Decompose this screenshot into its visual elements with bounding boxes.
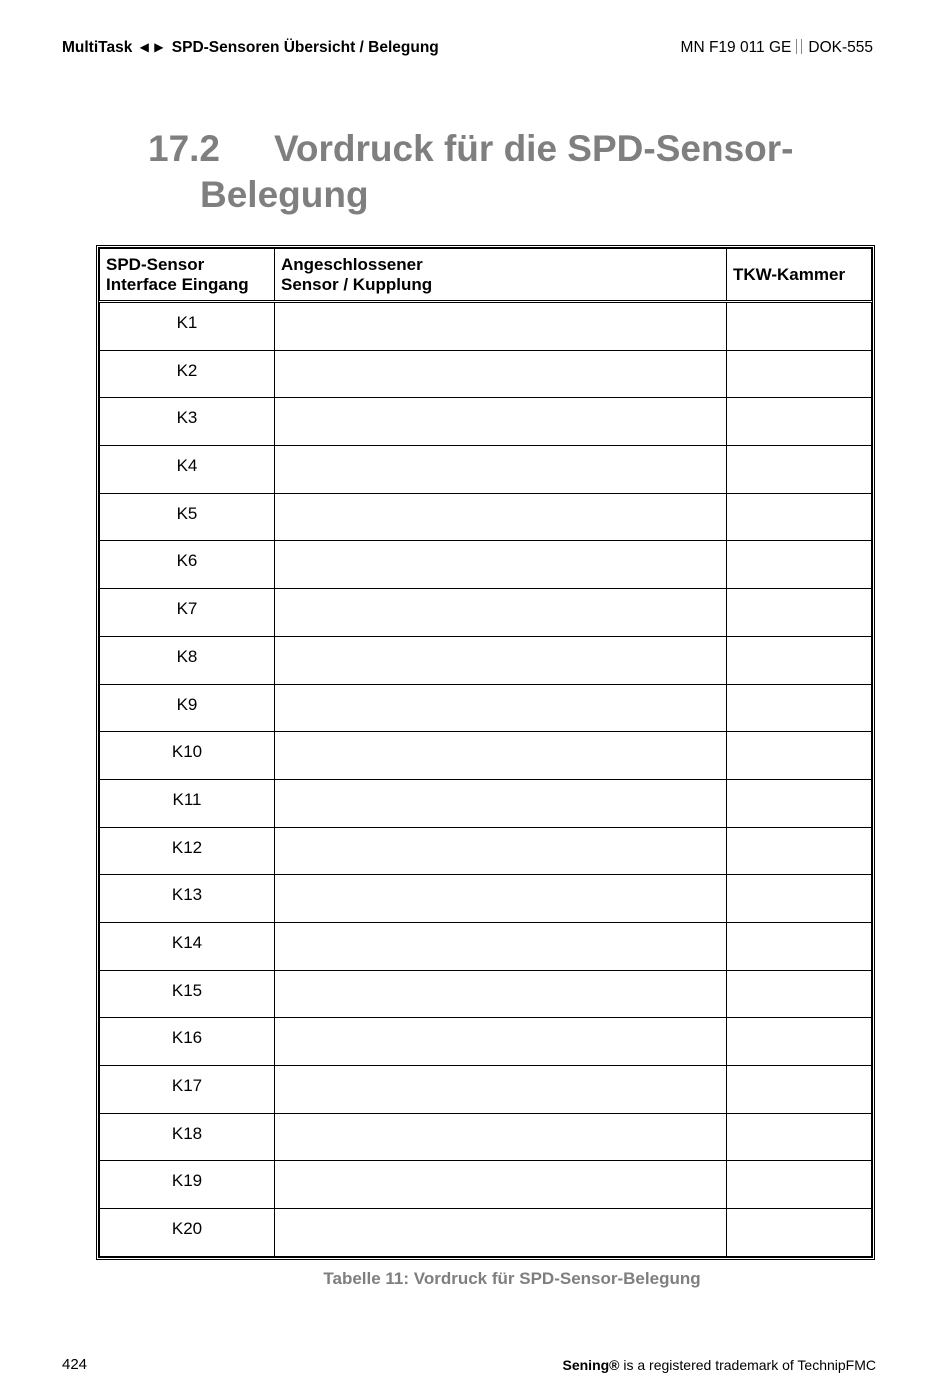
sensor-coupling-cell[interactable]	[275, 684, 727, 732]
section-heading	[148, 126, 793, 218]
sensor-coupling-cell[interactable]	[275, 302, 727, 351]
table-row	[100, 922, 872, 970]
table-row	[100, 684, 872, 732]
page-header-docref	[681, 39, 873, 57]
chamber-cell[interactable]	[727, 1209, 872, 1257]
sensor-coupling-cell[interactable]	[275, 1209, 727, 1257]
sensor-coupling-cell[interactable]	[275, 970, 727, 1018]
table-body	[100, 302, 872, 1257]
chamber-cell[interactable]	[727, 732, 872, 780]
interface-input-label: K10	[100, 732, 275, 780]
table-row	[100, 779, 872, 827]
interface-input-label: K8	[100, 636, 275, 684]
interface-input-label: K9	[100, 684, 275, 732]
table-row	[100, 541, 872, 589]
chamber-cell[interactable]	[727, 636, 872, 684]
page-number: 424	[62, 1356, 88, 1373]
chamber-cell[interactable]	[727, 1066, 872, 1114]
column-header-chamber: TKW-Kammer	[727, 249, 872, 302]
brand-name: Sening®	[562, 1357, 620, 1373]
sensor-coupling-cell[interactable]	[275, 446, 727, 494]
nav-arrows-icon: ◀ ▶	[139, 40, 165, 54]
column-header-sensor	[275, 249, 727, 302]
interface-input-label: K3	[100, 398, 275, 446]
sensor-coupling-cell[interactable]	[275, 827, 727, 875]
sensor-coupling-cell[interactable]	[275, 398, 727, 446]
sensor-coupling-cell[interactable]	[275, 1066, 727, 1114]
sensor-coupling-cell[interactable]	[275, 589, 727, 637]
interface-input-label: K4	[100, 446, 275, 494]
chamber-cell[interactable]	[727, 541, 872, 589]
table-caption: Tabelle 11: Vordruck für SPD-Sensor-Belegung	[323, 1269, 701, 1288]
interface-input-label: K6	[100, 541, 275, 589]
column-header-interface	[100, 249, 275, 302]
sensor-assignment-table	[96, 245, 875, 1260]
chamber-cell[interactable]	[727, 1161, 872, 1209]
table-row	[100, 446, 872, 494]
table-row	[100, 875, 872, 923]
sensor-coupling-cell[interactable]	[275, 732, 727, 780]
sensor-coupling-cell[interactable]	[275, 1018, 727, 1066]
doc-number: MN F19 011 GE	[680, 39, 792, 56]
table-row	[100, 1161, 872, 1209]
chamber-cell[interactable]	[727, 684, 872, 732]
interface-input-label: K15	[100, 970, 275, 1018]
chamber-cell[interactable]	[727, 493, 872, 541]
table-row	[100, 1018, 872, 1066]
table-row	[100, 302, 872, 351]
table-row	[100, 1209, 872, 1257]
table-row	[100, 970, 872, 1018]
chamber-cell[interactable]	[727, 970, 872, 1018]
trademark-notice	[563, 1357, 877, 1373]
chamber-cell[interactable]	[727, 1113, 872, 1161]
separator-icon	[796, 39, 802, 54]
table-row	[100, 636, 872, 684]
chamber-cell[interactable]	[727, 827, 872, 875]
chamber-cell[interactable]	[727, 1018, 872, 1066]
interface-input-label: K17	[100, 1066, 275, 1114]
sensor-coupling-cell[interactable]	[275, 1161, 727, 1209]
sensor-coupling-cell[interactable]	[275, 875, 727, 923]
sensor-coupling-cell[interactable]	[275, 636, 727, 684]
chamber-cell[interactable]	[727, 922, 872, 970]
sensor-coupling-cell[interactable]	[275, 493, 727, 541]
interface-input-label: K19	[100, 1161, 275, 1209]
interface-input-label: K13	[100, 875, 275, 923]
interface-input-label: K5	[100, 493, 275, 541]
column-header-interface-line2: Interface Eingang	[106, 274, 249, 294]
table-row	[100, 350, 872, 398]
chamber-cell[interactable]	[727, 779, 872, 827]
table-row	[100, 398, 872, 446]
sensor-coupling-cell[interactable]	[275, 1113, 727, 1161]
interface-input-label: K18	[100, 1113, 275, 1161]
interface-input-label: K7	[100, 589, 275, 637]
chamber-cell[interactable]	[727, 875, 872, 923]
page-header-title	[62, 39, 439, 57]
table-row	[100, 589, 872, 637]
chamber-cell[interactable]	[727, 398, 872, 446]
interface-input-label: K2	[100, 350, 275, 398]
interface-input-label: K1	[100, 302, 275, 351]
sensor-coupling-cell[interactable]	[275, 541, 727, 589]
table-row	[100, 1066, 872, 1114]
column-header-sensor-line2: Sensor / Kupplung	[281, 274, 433, 294]
interface-input-label: K11	[100, 779, 275, 827]
table-header-row	[100, 249, 872, 302]
app-name: MultiTask	[62, 39, 133, 56]
column-header-interface-line1: SPD-Sensor	[106, 254, 205, 274]
table-row	[100, 827, 872, 875]
chamber-cell[interactable]	[727, 446, 872, 494]
chamber-cell[interactable]	[727, 302, 872, 351]
sensor-coupling-cell[interactable]	[275, 922, 727, 970]
interface-input-label: K12	[100, 827, 275, 875]
sensor-coupling-cell[interactable]	[275, 350, 727, 398]
chamber-cell[interactable]	[727, 350, 872, 398]
sensor-coupling-cell[interactable]	[275, 779, 727, 827]
section-title-line1: Vordruck für die SPD-Sensor-	[274, 128, 794, 169]
table-row	[100, 732, 872, 780]
table-row	[100, 493, 872, 541]
interface-input-label: K14	[100, 922, 275, 970]
breadcrumb: SPD-Sensoren Übersicht / Belegung	[171, 39, 439, 56]
table-row	[100, 1113, 872, 1161]
section-number: 17.2	[148, 128, 221, 169]
trademark-text: is a registered trademark of TechnipFMC	[619, 1357, 876, 1373]
interface-input-label: K16	[100, 1018, 275, 1066]
column-header-sensor-line1: Angeschlossener	[281, 254, 423, 274]
interface-input-label: K20	[100, 1209, 275, 1257]
doc-id: DOK-555	[808, 39, 873, 56]
chamber-cell[interactable]	[727, 589, 872, 637]
section-title-line2: Belegung	[200, 174, 369, 215]
